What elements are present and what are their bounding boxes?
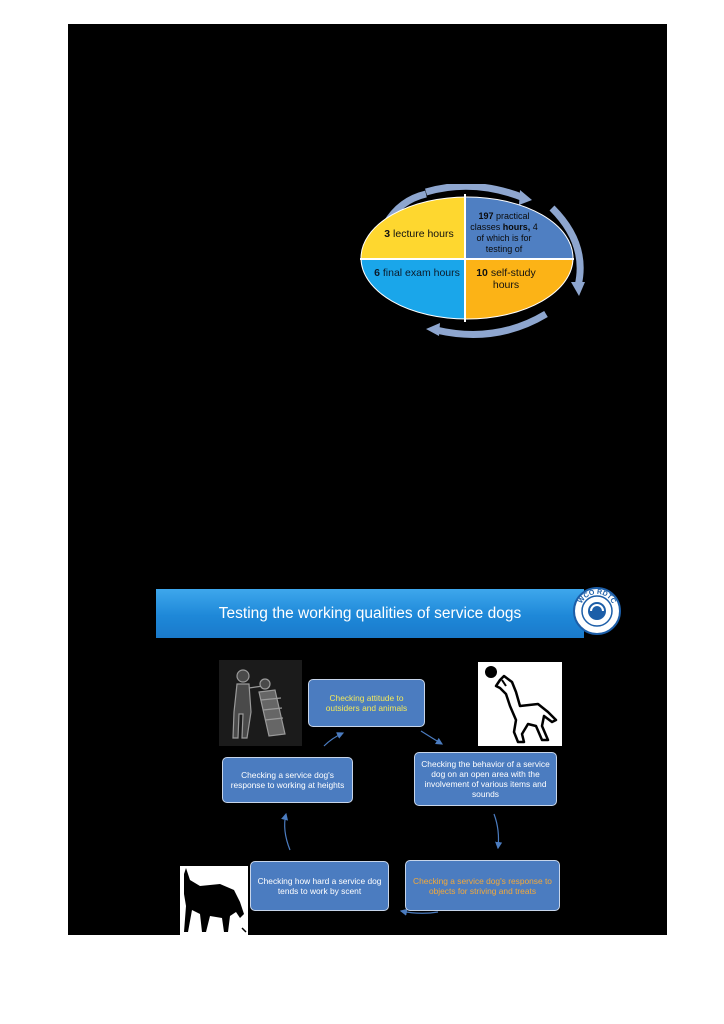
step-outsiders-box: Checking attitude to outsiders and animals [308,679,425,727]
step-scent-box: Checking how hard a service dog tends to work by scent [250,861,389,911]
svg-text:WCO RDTC: WCO RDTC [577,588,617,605]
exam-hours-label: 6 final exam hours [374,267,460,279]
dog-with-ball-illustration [478,662,562,746]
step-striving-box: Checking a service dog's response to objects for striving and treats [405,860,560,911]
sniffing-dog-illustration [180,866,248,935]
self-study-hours-label: 10 self-study hours [476,267,536,291]
arrow-outsiders-to-open [421,731,442,744]
flow-arrows [68,24,667,935]
step-open-area-box: Checking the behavior of a service dog on an open area with the involvement of various items and sounds [414,752,557,806]
handler-with-dog-illustration [219,660,302,746]
document-page [68,24,667,935]
arrow-striving-to-scent [401,911,438,913]
practical-hours-label: 197 practical classes hours, 4 of which is for testing of [470,211,538,254]
arrow-open-to-striving [494,814,499,848]
arrow-scent-to-heights [285,814,290,850]
arrow-heights-to-outsiders [324,733,343,746]
step-heights-box: Checking a service dog's response to working at heights [222,757,353,803]
lecture-hours-label: 3 lecture hours [384,228,454,240]
banner-title: Testing the working qualities of service dogs [218,605,522,622]
